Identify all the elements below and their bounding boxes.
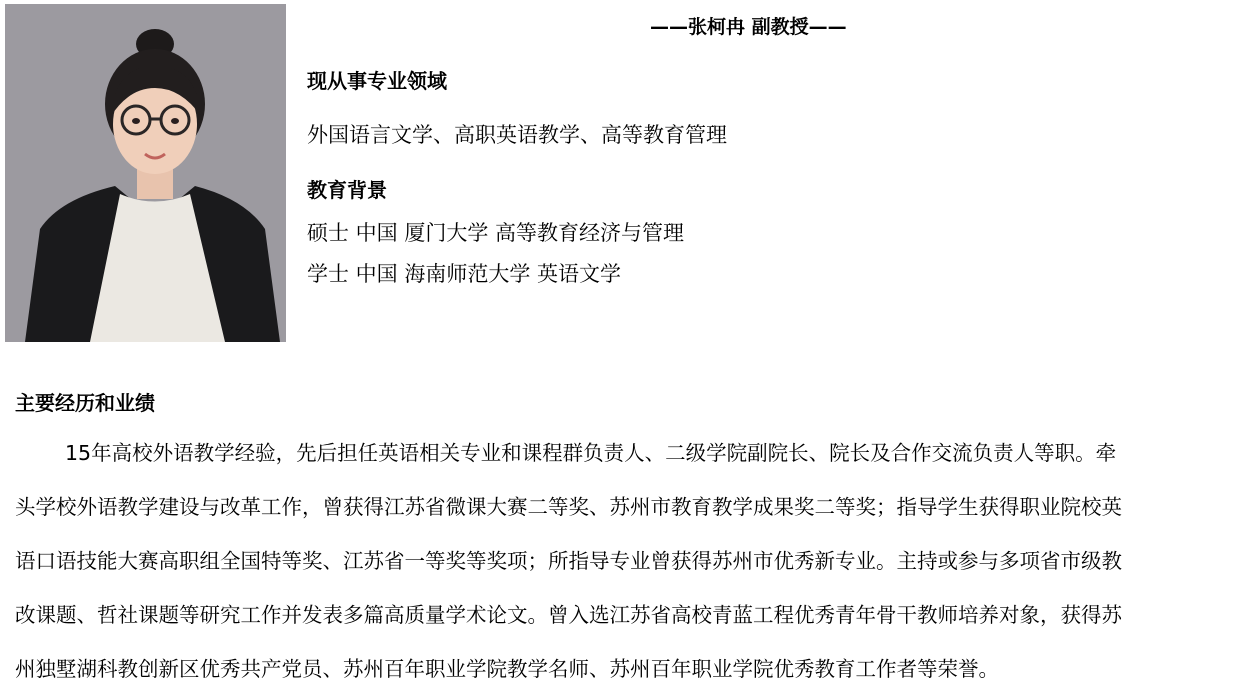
education-entry: 学士 中国 海南师范大学 英语文学 [307, 262, 622, 286]
portrait-photo [5, 4, 286, 342]
experience-line: 语口语技能大赛高职组全国特等奖、江苏省一等奖等奖项；所指导专业曾获得苏州市优秀新专业。主持或参与多项省市级教 [15, 549, 1122, 573]
experience-body [15, 426, 1247, 691]
specialty-text: 外国语言文学、高职英语教学、高等教育管理 [307, 123, 727, 147]
name-title: ——张柯冉 副教授—— [650, 16, 847, 38]
education-entry: 硕士 中国 厦门大学 高等教育经济与管理 [307, 221, 685, 245]
experience-line: 州独墅湖科教创新区优秀共产党员、苏州百年职业学院教学名师、苏州百年职业学院优秀教育工作者等荣誉。 [15, 657, 999, 681]
experience-line: 改课题、哲社课题等研究工作并发表多篇高质量学术论文。曾入选江苏省高校青蓝工程优秀青年骨干教师培养对象，获得苏 [15, 603, 1122, 627]
experience-line: 头学校外语教学建设与改革工作，曾获得江苏省微课大赛二等奖、苏州市教育教学成果奖二等奖；指导学生获得职业院校英 [15, 495, 1122, 519]
specialty-heading: 现从事专业领域 [307, 69, 447, 93]
experience-heading: 主要经历和业绩 [15, 391, 155, 415]
experience-line: 15年高校外语教学经验，先后担任英语相关专业和课程群负责人、二级学院副院长、院长及合作交流负责人等职。牵 [65, 441, 1117, 465]
education-heading: 教育背景 [307, 178, 387, 202]
